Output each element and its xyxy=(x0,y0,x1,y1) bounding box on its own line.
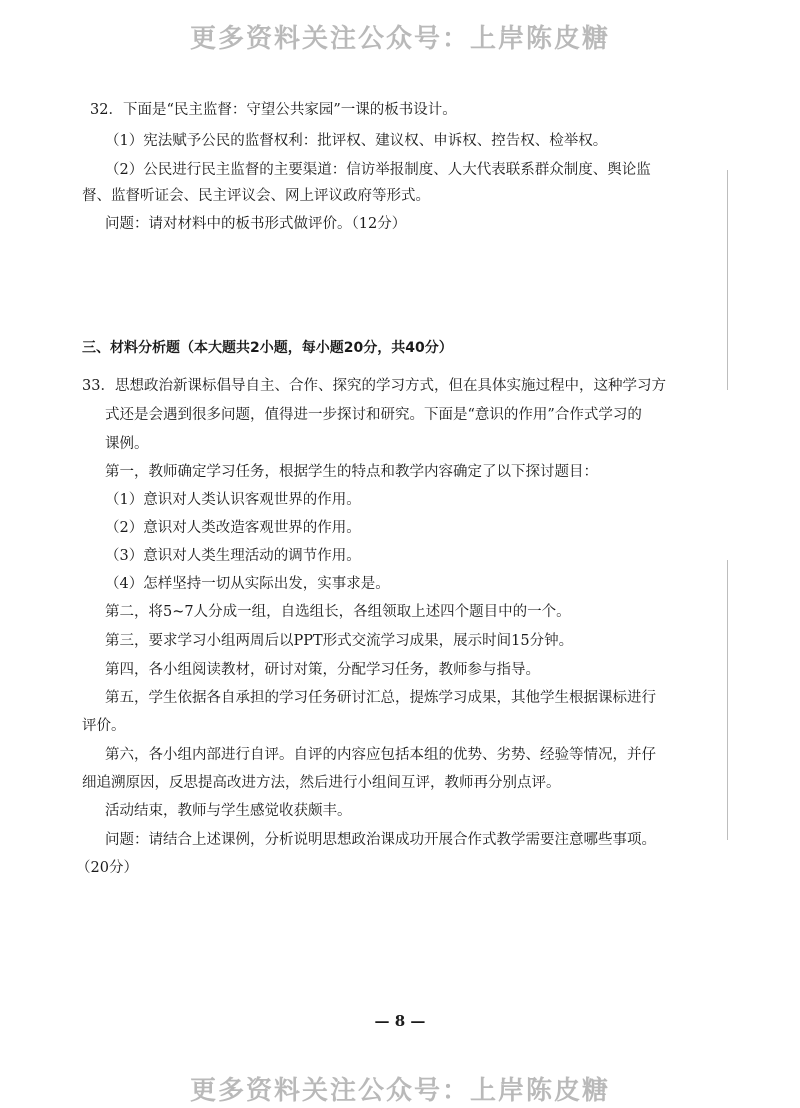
q32-item-1: （1）宪法赋予公民的监督权利：批评权、建议权、申诉权、控告权、检举权。 xyxy=(105,133,608,149)
q32-stem: 32．下面是“民主监督：守望公共家园”一课的板书设计。 xyxy=(90,102,457,118)
q33-topic-1: （1）意识对人类认识客观世界的作用。 xyxy=(105,492,361,508)
q33-step-3: 第三，要求学习小组两周后以PPT形式交流学习成果，展示时间15分钟。 xyxy=(105,633,574,649)
q33-question: 问题：请结合上述课例，分析说明思想政治课成功开展合作式教学需要注意哪些事项。 xyxy=(105,832,656,848)
q33-step-1: 第一，教师确定学习任务，根据学生的特点和教学内容确定了以下探讨题目： xyxy=(105,464,598,480)
q33-stem: 33．思想政治新课标倡导自主、合作、探究的学习方式，但在具体实施过程中，这种学习方 xyxy=(82,378,666,394)
q33-step-5-cont: 评价。 xyxy=(82,718,126,734)
q33-step-4: 第四，各小组阅读教材，研讨对策，分配学习任务，教师参与指导。 xyxy=(105,662,540,678)
q32-item-2-cont: 督、监督听证会、民主评议会、网上评议政府等形式。 xyxy=(82,188,430,204)
q33-step-5: 第五，学生依据各自承担的学习任务研讨汇总，提炼学习成果，其他学生根据课标进行 xyxy=(105,690,656,706)
q33-stem-cont: 式还是会遇到很多问题，值得进一步探讨和研究。下面是“意识的作用”合作式学习的 xyxy=(105,407,642,423)
scan-margin-line xyxy=(727,170,728,390)
q32-question: 问题：请对材料中的板书形式做评价。（12分） xyxy=(105,216,407,232)
q33-step-2: 第二，将5~7人分成一组，自选组长，各组领取上述四个题目中的一个。 xyxy=(105,604,571,620)
watermark-top: 更多资料关注公众号：上岸陈皮糖 xyxy=(189,24,610,54)
q33-stem-cont: 课例。 xyxy=(105,436,149,452)
q33-topic-4: （4）怎样坚持一切从实际出发，实事求是。 xyxy=(105,576,390,592)
watermark-bottom: 更多资料关注公众号：上岸陈皮糖 xyxy=(189,1076,610,1106)
section3-heading: 三、材料分析题（本大题共2小题，每小题20分，共40分） xyxy=(82,340,453,356)
q33-topic-3: （3）意识对人类生理活动的调节作用。 xyxy=(105,548,361,564)
q33-step-6: 第六，各小组内部进行自评。自评的内容应包括本组的优势、劣势、经验等情况，并仔 xyxy=(105,747,656,763)
q33-end: 活动结束，教师与学生感觉收获颇丰。 xyxy=(105,803,352,819)
scan-margin-line xyxy=(727,560,728,840)
q33-question-cont: （20分） xyxy=(76,860,138,876)
page-number: — 8 — xyxy=(374,1012,426,1030)
q32-item-2: （2）公民进行民主监督的主要渠道：信访举报制度、人大代表联系群众制度、舆论监 xyxy=(105,162,651,178)
q33-topic-2: （2）意识对人类改造客观世界的作用。 xyxy=(105,520,361,536)
q33-step-6-cont: 细追溯原因，反思提高改进方法，然后进行小组间互评，教师再分别点评。 xyxy=(82,775,561,791)
